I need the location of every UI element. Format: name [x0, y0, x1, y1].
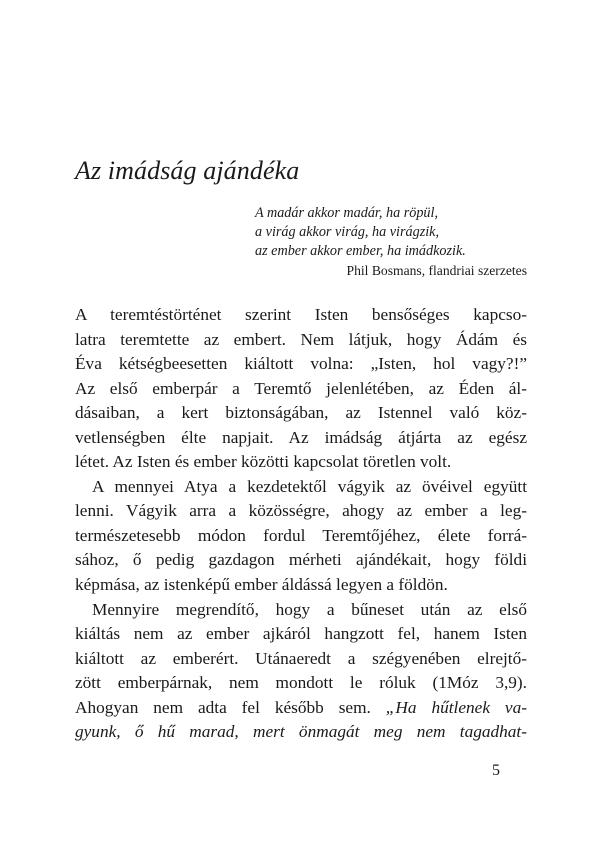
paragraph-2-line: lenni. Vágyik arra a közösségre, ahogy az ember a leg-	[75, 501, 527, 521]
paragraph-3-line	[75, 696, 527, 721]
paragraph-1-line: Az első emberpár a Teremtő jelenlétében, az Éden ál-	[75, 378, 527, 398]
epigraph-author: Phil Bosmans, flandriai szerzetes	[346, 263, 527, 278]
paragraph-3-line: kiáltás nem az ember ajkáról hangzott fel, hanem Isten	[75, 624, 527, 644]
paragraph-3-line: zött emberpárnak, nem mondott le róluk (1Móz 3,9).	[75, 673, 527, 693]
page-number: 5	[492, 762, 500, 779]
epigraph	[255, 204, 527, 280]
paragraph-1-line: létet. Az Isten és ember közötti kapcsolat töretlen volt.	[75, 452, 452, 472]
paragraph-3-line: kiáltott az emberért. Utánaeredt a szégyenében elrejtő-	[75, 648, 527, 668]
scripture-quote: gyunk, ő hű marad, mert önmagát meg nem tagadhat-	[75, 722, 527, 742]
chapter-title: Az imádság ajándéka	[75, 156, 300, 185]
paragraph-3-line: Mennyire megrendítő, hogy a bűneset után az első	[92, 599, 527, 619]
paragraph-3-text: Ahogyan nem adta fel később sem.	[75, 697, 386, 717]
epigraph-line: a virág akkor virág, ha virágzik,	[255, 224, 440, 240]
epigraph-line: A madár akkor madár, ha röpül,	[255, 205, 438, 221]
paragraph-1-line: Éva kétségbeesetten kiáltott volna: „Isten, hol vagy?!”	[75, 354, 527, 374]
epigraph-line: az ember akkor ember, ha imádkozik.	[255, 243, 466, 259]
paragraph-2-line: képmása, az istenképű ember áldássá legyen a földön.	[75, 575, 448, 595]
paragraph-2-line: sához, ő pedig gazdagon mérheti ajándékait, hogy földi	[75, 550, 527, 570]
paragraph-1-line: vetlenségben élte napjait. Az imádság átjárta az egész	[75, 427, 527, 447]
paragraph-2-line: A mennyei Atya a kezdetektől vágyik az övéivel együtt	[92, 476, 527, 496]
paragraph-1-line: A teremtéstörténet szerint Isten bensőséges kapcso-	[75, 305, 527, 324]
body-text	[75, 303, 527, 745]
paragraph-2-line: természetesebb módon fordul Teremtőjéhez, élete forrá-	[75, 525, 527, 545]
paragraph-1-line: latra teremtette az embert. Nem látjuk, hogy Ádám és	[75, 329, 527, 349]
paragraph-1-line: dásaiban, a kert biztonságában, az Istennel való köz-	[75, 403, 527, 423]
scripture-quote: „Ha hűtlenek va-	[385, 697, 527, 717]
paragraph-3-line	[75, 720, 527, 745]
